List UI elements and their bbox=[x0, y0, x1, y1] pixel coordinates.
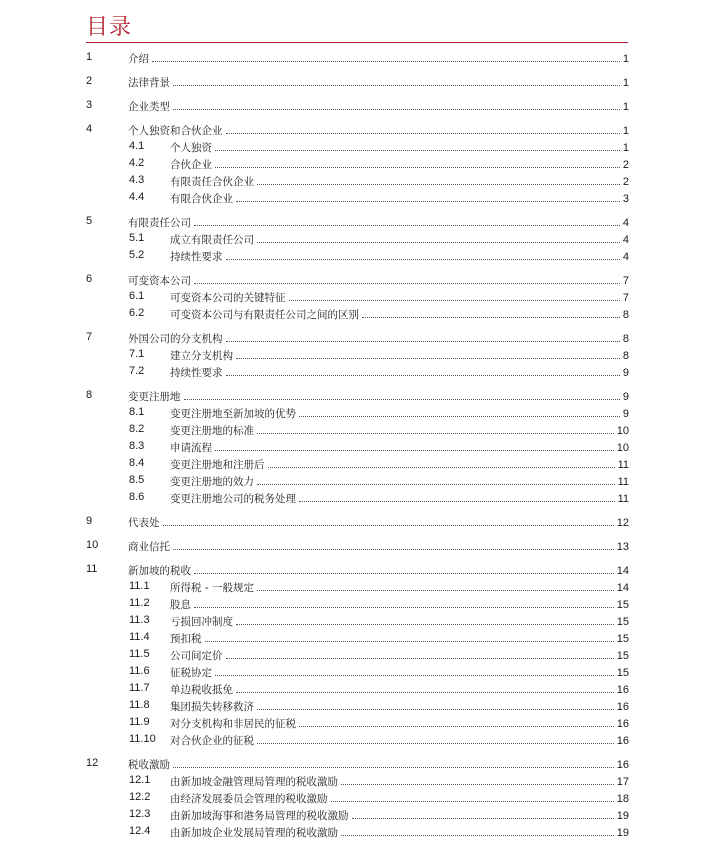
toc-entry[interactable] bbox=[86, 561, 629, 578]
dot-leader bbox=[236, 346, 620, 359]
toc-entry-label: 建立分支机构 bbox=[170, 350, 233, 362]
toc-entry-number: 11.3 bbox=[129, 614, 150, 626]
toc-entry[interactable] bbox=[86, 73, 629, 90]
toc-entry-label: 由新加坡金融管理局管理的税收激励 bbox=[170, 776, 338, 788]
toc-entry-line bbox=[170, 823, 629, 840]
toc-entry-label: 个人独资 bbox=[170, 142, 212, 154]
toc-entry-number: 8.2 bbox=[129, 423, 145, 435]
toc-entry-label: 商业信托 bbox=[128, 541, 170, 553]
toc-entry-page: 9 bbox=[622, 408, 629, 420]
dot-leader bbox=[205, 629, 614, 642]
toc-entry-label: 变更注册地的标准 bbox=[170, 425, 254, 437]
dot-leader bbox=[194, 271, 620, 284]
toc-entry-number: 11.5 bbox=[129, 648, 150, 660]
toc-entry-line bbox=[170, 155, 629, 172]
toc-entry-label: 有限合伙企业 bbox=[170, 193, 233, 205]
toc-entry-line bbox=[170, 663, 629, 680]
toc-entry-line bbox=[170, 404, 629, 421]
toc-subentry[interactable] bbox=[86, 155, 629, 172]
toc-entry-number: 5.1 bbox=[129, 232, 145, 244]
toc-subentry[interactable] bbox=[86, 714, 629, 731]
toc-entry-label: 有限责任公司 bbox=[128, 217, 191, 229]
toc-entry-line bbox=[128, 329, 629, 346]
toc-entry-label: 代表处 bbox=[128, 517, 160, 529]
toc-entry-label: 可变资本公司 bbox=[128, 275, 191, 287]
toc-subentry[interactable] bbox=[86, 404, 629, 421]
toc-entry-line bbox=[170, 288, 629, 305]
dot-leader bbox=[257, 421, 614, 434]
dot-leader bbox=[173, 73, 620, 86]
toc-entry[interactable] bbox=[86, 755, 629, 772]
dot-leader bbox=[257, 472, 615, 485]
toc-entry-label: 亏损回冲制度 bbox=[170, 616, 233, 628]
toc-entry-line bbox=[170, 346, 629, 363]
toc-entry-line bbox=[128, 97, 629, 114]
toc-entry-line bbox=[170, 172, 629, 189]
toc-entry-page: 1 bbox=[622, 142, 629, 154]
toc-entry-number: 11.2 bbox=[129, 597, 150, 609]
toc-entry-label: 变更注册地 bbox=[128, 391, 181, 403]
toc-entry-number: 11.10 bbox=[129, 733, 156, 745]
dot-leader bbox=[257, 697, 614, 710]
toc-entry-label: 单边税收抵免 bbox=[170, 684, 233, 696]
toc-entry-line bbox=[170, 138, 629, 155]
toc-entry-number: 11.6 bbox=[129, 665, 150, 677]
dot-leader bbox=[194, 213, 620, 226]
toc-entry-number: 8.4 bbox=[129, 457, 145, 469]
toc-entry-page: 1 bbox=[622, 77, 629, 89]
toc-entry-number: 7.2 bbox=[129, 365, 145, 377]
toc-entry-line bbox=[128, 49, 629, 66]
toc-entry-label: 持续性要求 bbox=[170, 251, 223, 263]
toc-subentry[interactable] bbox=[86, 346, 629, 363]
toc-entry-page: 9 bbox=[622, 367, 629, 379]
toc-entry-page: 1 bbox=[622, 53, 629, 65]
toc-subentry[interactable] bbox=[86, 680, 629, 697]
toc-entry-label: 征税协定 bbox=[170, 667, 212, 679]
toc-entry-number: 12 bbox=[86, 757, 99, 769]
toc-entry-page: 18 bbox=[616, 793, 629, 805]
toc-entry-page: 7 bbox=[622, 275, 629, 287]
dot-leader bbox=[299, 404, 620, 417]
dot-leader bbox=[362, 305, 620, 318]
toc-entry[interactable] bbox=[86, 97, 629, 114]
toc-entry-number: 11.4 bbox=[129, 631, 150, 643]
toc-entry-page: 15 bbox=[616, 650, 629, 662]
toc-entry-line bbox=[170, 612, 629, 629]
toc-entry-page: 2 bbox=[622, 159, 629, 171]
toc-entry-label: 变更注册地和注册后 bbox=[170, 459, 265, 471]
toc-entry-number: 5.2 bbox=[129, 249, 145, 261]
dot-leader bbox=[289, 288, 620, 301]
toc-entry[interactable] bbox=[86, 387, 629, 404]
toc-entry-page: 3 bbox=[622, 193, 629, 205]
dot-leader bbox=[257, 578, 614, 591]
toc-subentry[interactable] bbox=[86, 663, 629, 680]
toc-entry-number: 4.3 bbox=[129, 174, 145, 186]
toc-entry-page: 10 bbox=[616, 425, 629, 437]
toc-entry-page: 1 bbox=[622, 125, 629, 137]
toc-entry-line bbox=[170, 595, 629, 612]
toc-entry-line bbox=[170, 578, 629, 595]
toc-entry-line bbox=[128, 73, 629, 90]
toc-entry-page: 15 bbox=[616, 599, 629, 611]
toc-entry-label: 可变资本公司与有限责任公司之间的区别 bbox=[170, 309, 359, 321]
toc-entry[interactable] bbox=[86, 271, 629, 288]
dot-leader bbox=[194, 561, 614, 574]
toc-entry-line bbox=[170, 714, 629, 731]
dot-leader bbox=[352, 806, 614, 819]
toc-subentry[interactable] bbox=[86, 455, 629, 472]
dot-leader bbox=[341, 772, 614, 785]
toc-entry-label: 变更注册地公司的税务处理 bbox=[170, 493, 296, 505]
toc-entry-page: 12 bbox=[616, 517, 629, 529]
toc-subentry[interactable] bbox=[86, 489, 629, 506]
toc-entry-label: 对合伙企业的征税 bbox=[170, 735, 254, 747]
toc-entry-page: 16 bbox=[616, 759, 629, 771]
dot-leader bbox=[173, 755, 614, 768]
toc-entry-line bbox=[170, 731, 629, 748]
dot-leader bbox=[341, 823, 614, 836]
toc-entry-label: 介绍 bbox=[128, 53, 149, 65]
toc-entry-page: 19 bbox=[616, 810, 629, 822]
toc-entry-number: 4.4 bbox=[129, 191, 145, 203]
dot-leader bbox=[257, 731, 614, 744]
dot-leader bbox=[331, 789, 614, 802]
toc-entry-number: 9 bbox=[86, 515, 93, 527]
title-rule bbox=[86, 42, 628, 43]
toc-entry-number: 8.3 bbox=[129, 440, 145, 452]
dot-leader bbox=[215, 138, 620, 151]
page-title: 目录 bbox=[86, 15, 133, 40]
toc-entry-line bbox=[128, 513, 629, 530]
toc-entry-label: 变更注册地至新加坡的优势 bbox=[170, 408, 296, 420]
dot-leader bbox=[215, 663, 614, 676]
toc-entry-label: 税收激励 bbox=[128, 759, 170, 771]
toc-entry-number: 11.8 bbox=[129, 699, 150, 711]
toc-entry-number: 8.6 bbox=[129, 491, 145, 503]
toc-entry-label: 由新加坡海事和港务局管理的税收激励 bbox=[170, 810, 349, 822]
toc-entry-number: 12.1 bbox=[129, 774, 151, 786]
toc-entry-line bbox=[128, 271, 629, 288]
dot-leader bbox=[236, 189, 620, 202]
toc-entry-page: 17 bbox=[616, 776, 629, 788]
toc-entry-label: 合伙企业 bbox=[170, 159, 212, 171]
dot-leader bbox=[163, 513, 614, 526]
dot-leader bbox=[152, 49, 620, 62]
toc-entry-number: 11.1 bbox=[129, 580, 150, 592]
dot-leader bbox=[236, 680, 614, 693]
toc-entry-number: 11.9 bbox=[129, 716, 150, 728]
toc-entry[interactable] bbox=[86, 329, 629, 346]
dot-leader bbox=[226, 121, 620, 134]
toc-subentry[interactable] bbox=[86, 731, 629, 748]
toc-subentry[interactable] bbox=[86, 247, 629, 264]
toc-subentry[interactable] bbox=[86, 697, 629, 714]
toc-entry-page: 14 bbox=[616, 565, 629, 577]
toc-entry-line bbox=[170, 247, 629, 264]
toc-entry-line bbox=[170, 230, 629, 247]
toc-entry-line bbox=[170, 472, 629, 489]
toc-subentry[interactable] bbox=[86, 578, 629, 595]
toc-entry-page: 16 bbox=[616, 718, 629, 730]
toc-entry-number: 12.2 bbox=[129, 791, 151, 803]
toc-subentry[interactable] bbox=[86, 172, 629, 189]
toc-entry-page: 8 bbox=[622, 333, 629, 345]
toc-subentry[interactable] bbox=[86, 472, 629, 489]
toc-entry-page: 11 bbox=[617, 476, 629, 488]
toc-entry-number: 6.1 bbox=[129, 290, 145, 302]
toc-entry-number: 12.3 bbox=[129, 808, 151, 820]
toc-entry-label: 新加坡的税收 bbox=[128, 565, 191, 577]
dot-leader bbox=[173, 97, 620, 110]
toc-entry-label: 对分支机构和非居民的征税 bbox=[170, 718, 296, 730]
toc-entry-line bbox=[128, 755, 629, 772]
table-of-contents bbox=[86, 49, 629, 840]
toc-entry-page: 19 bbox=[616, 827, 629, 839]
toc-entry-line bbox=[170, 363, 629, 380]
toc-entry-label: 由经济发展委员会管理的税收激励 bbox=[170, 793, 328, 805]
toc-entry-page: 10 bbox=[616, 442, 629, 454]
toc-entry-line bbox=[128, 121, 629, 138]
toc-entry-line bbox=[128, 387, 629, 404]
toc-entry-page: 16 bbox=[616, 701, 629, 713]
toc-subentry[interactable] bbox=[86, 438, 629, 455]
toc-entry-number: 8.5 bbox=[129, 474, 145, 486]
toc-entry-number: 3 bbox=[86, 99, 93, 111]
toc-entry-number: 1 bbox=[86, 51, 93, 63]
toc-entry-label: 由新加坡企业发展局管理的税收激励 bbox=[170, 827, 338, 839]
toc-entry[interactable] bbox=[86, 513, 629, 530]
dot-leader bbox=[299, 714, 614, 727]
toc-entry-number: 8.1 bbox=[129, 406, 145, 418]
toc-entry-label: 外国公司的分支机构 bbox=[128, 333, 223, 345]
toc-entry-line bbox=[170, 189, 629, 206]
toc-subentry[interactable] bbox=[86, 789, 629, 806]
toc-entry-line bbox=[170, 438, 629, 455]
toc-entry-page: 4 bbox=[622, 234, 629, 246]
toc-entry-number: 11.7 bbox=[129, 682, 150, 694]
toc-entry-label: 个人独资和合伙企业 bbox=[128, 125, 223, 137]
toc-entry-label: 可变资本公司的关键特征 bbox=[170, 292, 286, 304]
toc-entry[interactable] bbox=[86, 537, 629, 554]
toc-entry-label: 持续性要求 bbox=[170, 367, 223, 379]
toc-entry-number: 2 bbox=[86, 75, 93, 87]
dot-leader bbox=[226, 646, 614, 659]
toc-entry-line bbox=[128, 213, 629, 230]
toc-subentry[interactable] bbox=[86, 595, 629, 612]
toc-entry-line bbox=[170, 646, 629, 663]
toc-entry-label: 成立有限责任公司 bbox=[170, 234, 254, 246]
dot-leader bbox=[236, 612, 614, 625]
dot-leader bbox=[257, 230, 620, 243]
toc-entry-line bbox=[128, 561, 629, 578]
toc-entry-label: 预扣税 bbox=[170, 633, 202, 645]
toc-subentry[interactable] bbox=[86, 806, 629, 823]
toc-entry-line bbox=[170, 629, 629, 646]
toc-entry-page: 11 bbox=[617, 459, 629, 471]
toc-subentry[interactable] bbox=[86, 421, 629, 438]
toc-entry[interactable] bbox=[86, 121, 629, 138]
toc-subentry[interactable] bbox=[86, 612, 629, 629]
toc-entry-number: 8 bbox=[86, 389, 93, 401]
toc-entry-page: 16 bbox=[616, 684, 629, 696]
toc-entry-line bbox=[170, 806, 629, 823]
toc-entry-line bbox=[170, 789, 629, 806]
dot-leader bbox=[215, 438, 614, 451]
toc-entry-number: 11 bbox=[86, 563, 98, 575]
toc-entry-line bbox=[170, 455, 629, 472]
dot-leader bbox=[215, 155, 620, 168]
toc-entry-number: 7.1 bbox=[129, 348, 145, 360]
toc-subentry[interactable] bbox=[86, 646, 629, 663]
dot-leader bbox=[184, 387, 620, 400]
toc-entry[interactable] bbox=[86, 213, 629, 230]
dot-leader bbox=[194, 595, 614, 608]
toc-subentry[interactable] bbox=[86, 823, 629, 840]
toc-entry-label: 企业类型 bbox=[128, 101, 170, 113]
toc-subentry[interactable] bbox=[86, 772, 629, 789]
toc-entry-number: 6.2 bbox=[129, 307, 145, 319]
toc-entry[interactable] bbox=[86, 49, 629, 66]
toc-entry-label: 有限责任合伙企业 bbox=[170, 176, 254, 188]
toc-entry-line bbox=[128, 537, 629, 554]
dot-leader bbox=[299, 489, 615, 502]
toc-entry-number: 4.2 bbox=[129, 157, 145, 169]
toc-entry-number: 10 bbox=[86, 539, 99, 551]
toc-entry-number: 5 bbox=[86, 215, 93, 227]
toc-subentry[interactable] bbox=[86, 138, 629, 155]
toc-entry-label: 股息 bbox=[170, 599, 191, 611]
dot-leader bbox=[257, 172, 620, 185]
toc-entry-number: 7 bbox=[86, 331, 93, 343]
toc-entry-page: 1 bbox=[622, 101, 629, 113]
toc-entry-line bbox=[170, 680, 629, 697]
toc-entry-page: 15 bbox=[616, 667, 629, 679]
dot-leader bbox=[226, 363, 620, 376]
dot-leader bbox=[226, 329, 620, 342]
dot-leader bbox=[173, 537, 614, 550]
toc-entry-page: 14 bbox=[616, 582, 629, 594]
toc-entry-page: 4 bbox=[622, 251, 629, 263]
toc-subentry[interactable] bbox=[86, 288, 629, 305]
toc-entry-label: 所得税 - 一般规定 bbox=[170, 582, 254, 594]
toc-entry-label: 申请流程 bbox=[170, 442, 212, 454]
toc-entry-line bbox=[170, 421, 629, 438]
toc-entry-page: 4 bbox=[622, 217, 629, 229]
toc-entry-line bbox=[170, 697, 629, 714]
dot-leader bbox=[226, 247, 620, 260]
toc-subentry[interactable] bbox=[86, 230, 629, 247]
toc-subentry[interactable] bbox=[86, 363, 629, 380]
toc-entry-line bbox=[170, 305, 629, 322]
toc-entry-line bbox=[170, 772, 629, 789]
toc-subentry[interactable] bbox=[86, 189, 629, 206]
toc-entry-page: 11 bbox=[617, 493, 629, 505]
toc-entry-label: 变更注册地的效力 bbox=[170, 476, 254, 488]
toc-entry-page: 15 bbox=[616, 633, 629, 645]
toc-entry-number: 6 bbox=[86, 273, 93, 285]
toc-entry-page: 8 bbox=[622, 309, 629, 321]
toc-subentry[interactable] bbox=[86, 629, 629, 646]
toc-entry-page: 9 bbox=[622, 391, 629, 403]
toc-entry-number: 4 bbox=[86, 123, 93, 135]
toc-entry-label: 集团损失转移救济 bbox=[170, 701, 254, 713]
toc-entry-page: 7 bbox=[622, 292, 629, 304]
toc-entry-label: 公司间定价 bbox=[170, 650, 223, 662]
dot-leader bbox=[268, 455, 615, 468]
toc-entry-number: 12.4 bbox=[129, 825, 151, 837]
toc-entry-page: 13 bbox=[616, 541, 629, 553]
toc-entry-page: 8 bbox=[622, 350, 629, 362]
toc-subentry[interactable] bbox=[86, 305, 629, 322]
toc-entry-line bbox=[170, 489, 629, 506]
toc-entry-page: 2 bbox=[622, 176, 629, 188]
toc-entry-number: 4.1 bbox=[129, 140, 145, 152]
toc-entry-page: 16 bbox=[616, 735, 629, 747]
toc-entry-label: 法律背景 bbox=[128, 77, 170, 89]
toc-entry-page: 15 bbox=[616, 616, 629, 628]
